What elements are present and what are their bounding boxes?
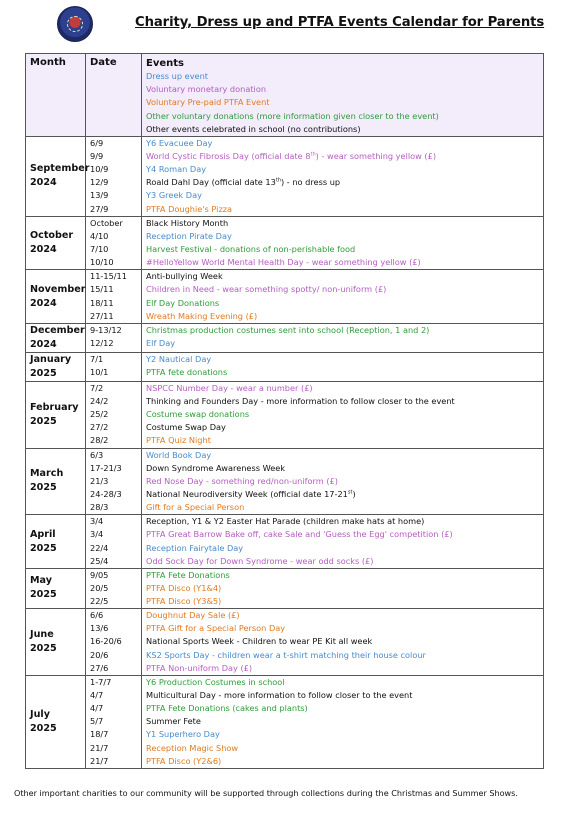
event-date: 7/10: [90, 243, 109, 254]
event-date: 12/12: [90, 337, 114, 348]
events-cell: [142, 448, 544, 515]
month-row: [26, 381, 544, 448]
event-date: 21/7: [90, 755, 109, 766]
date-cell: [86, 381, 142, 448]
event-item: Costume swap donations: [146, 409, 250, 420]
event-item: Reception, Y1 & Y2 Easter Hat Parade (children make hats at home): [146, 516, 425, 527]
date-cell: [86, 675, 142, 768]
event-date: 12/9: [90, 177, 109, 188]
event-date: 18/11: [90, 297, 114, 308]
month-label: September 2024: [26, 136, 86, 216]
date-cell: [86, 136, 142, 216]
event-item: PTFA Disco (Y3&5): [146, 596, 222, 607]
colour-legend: [142, 70, 543, 136]
event-date: 25/2: [90, 409, 109, 420]
month-row: [26, 675, 544, 768]
month-label: July 2025: [26, 675, 86, 768]
month-label: March 2025: [26, 448, 86, 515]
month-label: April 2025: [26, 515, 86, 569]
event-item: PTFA Doughie's Pizza: [146, 203, 233, 214]
event-item: Reception Fairytale Day: [146, 542, 244, 553]
event-item: Red Nose Day - something red/non-uniform (£): [146, 475, 338, 486]
event-date: 21/3: [90, 475, 109, 486]
event-item: Costume Swap Day: [146, 422, 226, 433]
event-item: PTFA Disco (Y2&6): [146, 755, 222, 766]
event-item: National Sports Week - Children to wear PE Kit all week: [146, 636, 373, 647]
event-item: Multicultural Day - more information to follow closer to the event: [146, 690, 413, 701]
event-item: KS2 Sports Day - children wear a t-shirt matching their house colour: [146, 649, 426, 660]
month-row: [26, 323, 544, 352]
date-cell: [86, 352, 142, 381]
event-item: PTFA Disco (Y1&4): [146, 582, 222, 593]
event-date: 5/7: [90, 716, 104, 727]
event-item: #HelloYellow World Mental Health Day - wear something yellow (£): [146, 257, 421, 268]
event-item: PTFA fete donations: [146, 366, 228, 377]
event-item: Y4 Roman Day: [146, 164, 207, 175]
date-cell: [86, 448, 142, 515]
date-cell: [86, 216, 142, 270]
event-item: PTFA Great Barrow Bake off, cake Sale and 'Guess the Egg' competition (£): [146, 529, 453, 540]
events-cell: [142, 675, 544, 768]
event-date: 18/7: [90, 729, 109, 740]
event-date: 1-7/7: [90, 676, 112, 687]
legend-item: Other events celebrated in school (no contributions): [146, 123, 361, 134]
event-date: 7/1: [90, 353, 104, 364]
event-date: 13/6: [90, 623, 109, 634]
event-date: 10/9: [90, 164, 109, 175]
date-cell: [86, 568, 142, 608]
legend-item: Voluntary Pre-paid PTFA Event: [146, 97, 270, 108]
event-item: Elf Day Donations: [146, 297, 220, 308]
event-date: 28/2: [90, 435, 109, 446]
page-title: Charity, Dress up and PTFA Events Calendar for Parents: [135, 15, 545, 30]
event-date: 27/9: [90, 203, 109, 214]
event-date: 11-15/11: [90, 271, 127, 282]
event-item: Reception Pirate Day: [146, 230, 232, 241]
event-item: Summer Fete: [146, 716, 201, 727]
event-item: Doughnut Day Sale (£): [146, 610, 240, 621]
footer-note: Other important charities to our community will be supported through collections during the Christmas and Summer Shows.: [14, 788, 518, 798]
events-cell: [142, 216, 544, 270]
month-row: [26, 216, 544, 270]
table-header-row: [26, 54, 544, 137]
month-label: May 2025: [26, 568, 86, 608]
event-item: Elf Day: [146, 337, 176, 348]
legend-item: Voluntary monetary donation: [146, 84, 267, 95]
month-label: February 2025: [26, 381, 86, 448]
event-date: 28/3: [90, 502, 109, 513]
event-date: 3/4: [90, 529, 104, 540]
legend-item: Dress up event: [146, 71, 208, 82]
event-item: World Cystic Fibrosis Day (official date 8th) - wear something yellow (£): [146, 150, 437, 161]
month-label: January 2025: [26, 352, 86, 381]
month-label: June 2025: [26, 609, 86, 676]
month-row: [26, 352, 544, 381]
event-date: 22/5: [90, 596, 109, 607]
event-item: Anti-bullying Week: [146, 271, 223, 282]
events-cell: [142, 270, 544, 324]
month-label: November 2024: [26, 270, 86, 324]
legend-cell: [142, 54, 544, 137]
event-date: 9-13/12: [90, 324, 122, 335]
event-date: 24-28/3: [90, 488, 122, 499]
event-date: 4/7: [90, 703, 104, 714]
event-item: Odd Sock Day for Down Syndrome - wear odd socks (£): [146, 555, 374, 566]
event-date: 13/9: [90, 190, 109, 201]
event-date: 24/2: [90, 395, 109, 406]
event-item: NSPCC Number Day - wear a number (£): [146, 382, 313, 393]
date-cell: [86, 609, 142, 676]
event-date: 7/2: [90, 382, 104, 393]
events-header: Events: [146, 58, 184, 69]
event-item: PTFA Gift for a Special Person Day: [146, 623, 286, 634]
event-item: Y1 Superhero Day: [146, 729, 220, 740]
event-item: PTFA Fete Donations (cakes and plants): [146, 703, 308, 714]
event-item: Y6 Evacuee Day: [146, 137, 213, 148]
event-date: 27/11: [90, 310, 114, 321]
events-cell: [142, 568, 544, 608]
month-row: [26, 448, 544, 515]
month-header: Month: [26, 54, 86, 137]
month-row: [26, 568, 544, 608]
event-date: 27/2: [90, 422, 109, 433]
events-cell: [142, 136, 544, 216]
events-cell: [142, 323, 544, 352]
event-item: Harvest Festival - donations of non-perishable food: [146, 243, 356, 254]
event-item: Thinking and Founders Day - more information to follow closer to the event: [146, 395, 455, 406]
event-date: 10/1: [90, 366, 109, 377]
month-label: October 2024: [26, 216, 86, 270]
events-calendar-table: [25, 53, 544, 769]
event-date: 27/6: [90, 662, 109, 673]
event-item: PTFA Non-uniform Day (£): [146, 662, 253, 673]
legend-item: Other voluntary donations (more information given closer to the event): [146, 110, 439, 121]
event-item: Y3 Greek Day: [146, 190, 202, 201]
event-date: 6/6: [90, 610, 104, 621]
event-date: 16-20/6: [90, 636, 122, 647]
month-row: [26, 515, 544, 569]
event-item: Y6 Production Costumes in school: [146, 676, 285, 687]
event-date: 15/11: [90, 284, 114, 295]
event-date: 6/9: [90, 137, 104, 148]
event-date: October: [90, 217, 123, 228]
event-item: Gift for a Special Person: [146, 502, 245, 513]
month-row: [26, 609, 544, 676]
event-item: National Neurodiversity Week (official date 17-21st): [146, 488, 356, 499]
event-item: Y2 Nautical Day: [146, 353, 212, 364]
event-date: 10/10: [90, 257, 114, 268]
event-item: PTFA Quiz Night: [146, 435, 211, 446]
event-date: 21/7: [90, 742, 109, 753]
events-cell: [142, 352, 544, 381]
event-date: 22/4: [90, 542, 109, 553]
month-row: [26, 136, 544, 216]
events-cell: [142, 515, 544, 569]
event-item: Christmas production costumes sent into school (Reception, 1 and 2): [146, 324, 430, 335]
event-item: Wreath Making Evening (£): [146, 310, 258, 321]
event-item: Down Syndrome Awareness Week: [146, 462, 286, 473]
event-date: 17-21/3: [90, 462, 122, 473]
date-cell: [86, 515, 142, 569]
event-date: 25/4: [90, 555, 109, 566]
event-item: Roald Dahl Day (official date 13th) - no dress up: [146, 177, 341, 188]
event-item: Reception Magic Show: [146, 742, 239, 753]
events-cell: [142, 609, 544, 676]
event-item: World Book Day: [146, 449, 212, 460]
event-item: Children in Need - wear something spotty/ non-uniform (£): [146, 284, 387, 295]
event-date: 4/7: [90, 690, 104, 701]
event-date: 9/9: [90, 150, 104, 161]
school-logo-icon: [57, 6, 93, 42]
event-date: 3/4: [90, 516, 104, 527]
event-item: PTFA Fete Donations: [146, 569, 230, 580]
date-cell: [86, 270, 142, 324]
event-date: 6/3: [90, 449, 104, 460]
event-date: 4/10: [90, 230, 109, 241]
event-item: Black History Month: [146, 217, 229, 228]
event-date: 20/6: [90, 649, 109, 660]
event-date: 9/05: [90, 569, 109, 580]
month-row: [26, 270, 544, 324]
events-cell: [142, 381, 544, 448]
event-date: 20/5: [90, 582, 109, 593]
date-cell: [86, 323, 142, 352]
month-label: December 2024: [26, 323, 86, 352]
date-header: Date: [86, 54, 142, 137]
